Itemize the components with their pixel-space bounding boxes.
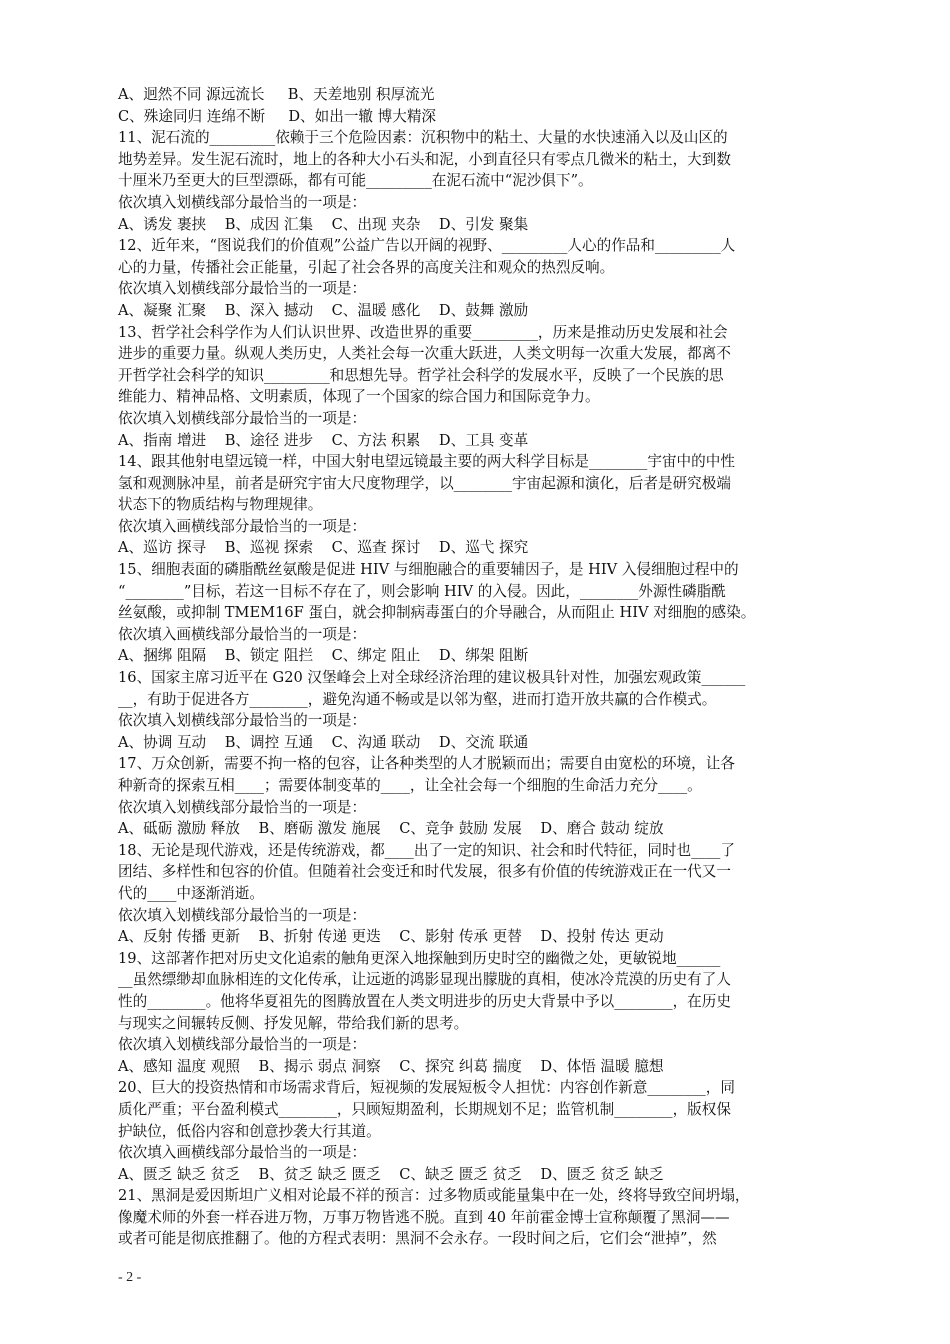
text-line: 17、万众创新，需要不拘一格的包容，让各种类型的人才脱颖而出；需要自由宽松的环境，让各 bbox=[118, 755, 735, 773]
text-line: A、感知 温度 观照 B、揭示 弱点 洞察 C、探究 纠葛 揣度 D、体悟 温暖 臆想 bbox=[118, 1057, 664, 1075]
text-line: 依次填入划横线部分最恰当的一项是： bbox=[118, 712, 367, 730]
text-line: 心的力量，传播社会正能量，引起了社会各界的高度关注和观众的热烈反响。 bbox=[118, 258, 615, 276]
text-line: 十厘米乃至更大的巨型漂砾，都有可能_________在泥石流中“泥沙俱下”。 bbox=[118, 172, 593, 190]
text-line: A、凝聚 汇聚 B、深入 撼动 C、温暖 感化 D、鼓舞 激励 bbox=[118, 301, 529, 319]
text-line: 13、哲学社会科学作为人们认识世界、改造世界的重要_________，历来是推动历史发展和社会 bbox=[118, 323, 728, 341]
text-line: 15、细胞表面的磷脂酰丝氨酸是促进 HIV 与细胞融合的重要辅因子，是 HIV 入侵细胞过程中的 bbox=[118, 561, 739, 579]
text-line: 依次填入划横线部分最恰当的一项是： bbox=[118, 798, 367, 816]
text-line: 依次填入划横线部分最恰当的一项是： bbox=[118, 1036, 367, 1054]
text-line: 状态下的物质结构与物理规律。 bbox=[118, 496, 323, 514]
text-line: 21、黑洞是爱因斯坦广义相对论最不祥的预言：过多物质或能量集中在一处，终将导致空间坍塌， bbox=[118, 1187, 750, 1205]
text-line: 依次填入画横线部分最恰当的一项是： bbox=[118, 625, 367, 643]
text-line: A、巡访 探寻 B、巡视 探索 C、巡查 探讨 D、巡弋 探究 bbox=[118, 539, 529, 557]
text-line: A、匮乏 缺乏 贫乏 B、贫乏 缺乏 匮乏 C、缺乏 匮乏 贫乏 D、匮乏 贫乏 缺乏 bbox=[118, 1165, 664, 1183]
text-line: 氢和观测脉冲星，前者是研究宇宙大尺度物理学，以________宇宙起源和演化，后者是研究极端 bbox=[118, 474, 731, 492]
text-line: 或者可能是彻底推翻了。他的方程式表明：黑洞不会永存。一段时间之后，它们会“泄掉”，然 bbox=[118, 1230, 717, 1248]
text-line: 地势差异。发生泥石流时，地上的各种大小石头和泥，小到直径只有零点几微米的粘土，大到数 bbox=[118, 150, 731, 168]
text-line: 依次填入划横线部分最恰当的一项是： bbox=[118, 280, 367, 298]
text-line: 依次填入划横线部分最恰当的一项是： bbox=[118, 409, 367, 427]
text-line: C、殊途同归 连绵不断 D、如出一辙 博大精深 bbox=[118, 107, 437, 125]
document-body bbox=[118, 84, 834, 1250]
text-line: 质化严重；平台盈利模式________，只顾短期盈利，长期规划不足；监管机制________，版权保 bbox=[118, 1100, 731, 1118]
text-line: A、诱发 裹挟 B、成因 汇集 C、出现 夹杂 D、引发 聚集 bbox=[118, 215, 529, 233]
text-line: 种新奇的探索互相____；需要体制变革的____，让全社会每一个细胞的生命活力充分____。 bbox=[118, 777, 702, 794]
text-line: __，有助于促进各方________，避免沟通不畅或是以邻为壑，进而打造开放共赢的合作模式。 bbox=[118, 690, 717, 708]
text-line: 16、国家主席习近平在 G20 汉堡峰会上对全球经济治理的建议极具针对性，加强宏观政策______ bbox=[118, 669, 746, 687]
text-line: __虽然缥缈却血脉相连的文化传承，让远逝的鸿影显现出朦胧的真相，使冰冷荒漠的历史有了人 bbox=[118, 971, 731, 989]
text-line: A、捆绑 阻隔 B、锁定 阻拦 C、绑定 阻止 D、绑架 阻断 bbox=[118, 647, 529, 665]
text-line: A、反射 传播 更新 B、折射 传递 更迭 C、影射 传承 更替 D、投射 传达 更动 bbox=[118, 928, 664, 946]
text-line: 开哲学社会科学的知识_________和思想先导。哲学社会科学的发展水平，反映了一个民族的思 bbox=[118, 366, 724, 384]
text-line: 护缺位，低俗内容和创意抄袭大行其道。 bbox=[118, 1122, 381, 1140]
text-line: 14、跟其他射电望远镜一样，中国大射电望远镜最主要的两大科学目标是________宇宙中的中性 bbox=[118, 453, 735, 471]
text-line: 依次填入画横线部分最恰当的一项是： bbox=[118, 1144, 367, 1162]
page-number: - 2 - bbox=[118, 1270, 142, 1285]
text-line: 20、巨大的投资热情和市场需求背后，短视频的发展短板令人担忧：内容创作新意________，同 bbox=[118, 1079, 735, 1097]
text-line: 依次填入画横线部分最恰当的一项是： bbox=[118, 517, 367, 535]
text-line: A、指南 增进 B、途径 进步 C、方法 积累 D、工具 变革 bbox=[118, 431, 529, 449]
text-line: 18、无论是现代游戏，还是传统游戏，都____出了一定的知识、社会和时代特征，同时也____了 bbox=[118, 841, 735, 859]
text-line: A、协调 互动 B、调控 互通 C、沟通 联动 D、交流 联通 bbox=[118, 733, 529, 751]
text-line: 与现实之间辗转反侧、抒发见解，带给我们新的思考。 bbox=[118, 1014, 469, 1032]
text-line: “________”目标，若这一目标不存在了，则会影响 HIV 的入侵。因此，________外源性磷脂酰 bbox=[118, 582, 726, 600]
text-line: 依次填入划横线部分最恰当的一项是： bbox=[118, 906, 367, 924]
text-line: 代的____中逐渐消逝。 bbox=[118, 884, 264, 902]
text-line: 团结、多样性和包容的价值。但随着社会变迁和时代发展，很多有价值的传统游戏正在一代又一 bbox=[118, 863, 731, 881]
text-line: A、砥砺 激励 释放 B、磨砺 激发 施展 C、竞争 鼓励 发展 D、磨合 鼓动 绽放 bbox=[118, 820, 664, 838]
text-line: 12、近年来，“图说我们的价值观”公益广告以开阔的视野、_________人心的作品和_________人 bbox=[118, 237, 736, 255]
text-line: 依次填入划横线部分最恰当的一项是： bbox=[118, 193, 367, 211]
text-line: 丝氨酸，或抑制 TMEM16F 蛋白，就会抑制病毒蛋白的介导融合，从而阻止 HIV 对细胞的感染。 bbox=[118, 604, 756, 622]
text-line: 性的________。他将华夏祖先的图腾放置在人类文明进步的历史大背景中予以________，在历史 bbox=[118, 992, 731, 1010]
text-line: 像魔术师的外套一样吞进万物，万事万物皆逃不脱。直到 40 年前霍金博士宣称颠覆了黑洞—— bbox=[118, 1208, 730, 1226]
text-line: 19、这部著作把对历史文化追索的触角更深入地探触到历史时空的幽微之处，更敏锐地______ bbox=[118, 949, 721, 967]
text-line: 维能力、精神品格、文明素质，体现了一个国家的综合国力和国际竞争力。 bbox=[118, 388, 600, 406]
text-line: 进步的重要力量。纵观人类历史，人类社会每一次重大跃进，人类文明每一次重大发展，都离不 bbox=[118, 345, 731, 363]
text-line: 11、泥石流的_________依赖于三个危险因素：沉积物中的粘土、大量的水快速涌入以及山区的 bbox=[118, 129, 728, 147]
text-line: A、迥然不同 源远流长 B、天差地别 积厚流光 bbox=[118, 86, 435, 103]
